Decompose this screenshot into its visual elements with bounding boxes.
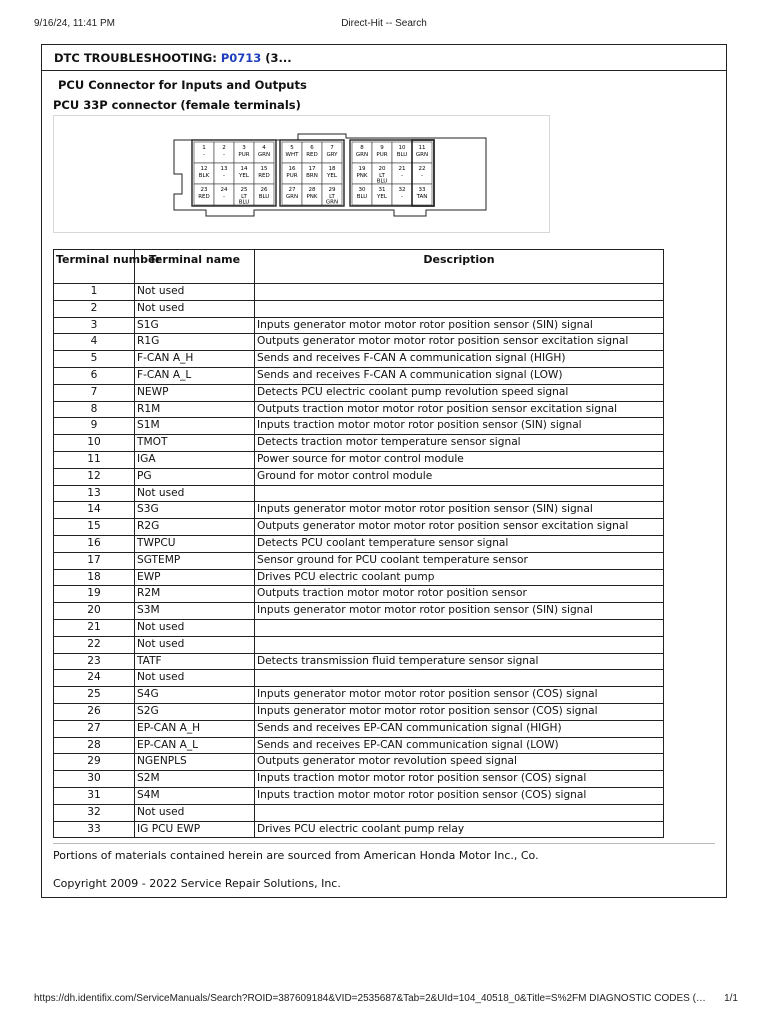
pin-wire-color: BLU [258,194,270,200]
description-cell: Power source for motor control module [255,451,664,468]
pin-wire-color: - [223,194,225,200]
terminal-number-cell: 21 [54,619,135,636]
pin-number: 7 [330,145,334,151]
pin-number: 20 [378,166,386,172]
terminal-number-cell: 32 [54,804,135,821]
terminal-name-cell: TMOT [135,435,255,452]
description-cell [255,636,664,653]
pin-wire-color: LT [329,194,335,200]
pin-wire-color: PNK [306,194,318,200]
table-row [54,317,664,334]
connector-pin [352,142,372,163]
terminal-number-cell: 28 [54,737,135,754]
pin-number: 14 [240,166,248,172]
document-frame [41,44,727,898]
terminal-table [53,249,664,838]
pin-number: 21 [398,166,406,172]
terminal-name-cell: Not used [135,284,255,301]
terminal-number-cell: 12 [54,468,135,485]
connector-pin [322,163,342,184]
dtc-title-bar [42,45,726,71]
print-date: 9/16/24, 11:41 PM [34,18,115,29]
table-row [54,603,664,620]
description-cell: Outputs generator motor revolution speed signal [255,754,664,771]
connector-face-svg [54,116,549,232]
pin-wire-color: GRN [355,152,369,158]
table-row [54,300,664,317]
table-row [54,653,664,670]
table-row [54,771,664,788]
terminal-number-cell: 22 [54,636,135,653]
terminal-name-cell: S2G [135,703,255,720]
terminal-name-cell: EP-CAN A_L [135,737,255,754]
terminal-name-cell: TWPCU [135,535,255,552]
table-row [54,754,664,771]
connector-pin [214,184,234,205]
pin-wire-color: BLU [356,194,368,200]
terminal-name-cell: IG PCU EWP [135,821,255,838]
pin-wire-color: GRN [415,152,429,158]
table-row [54,485,664,502]
header-terminal-number: Terminal number [54,250,135,284]
connector-pin [234,142,254,163]
description-cell: Inputs traction motor motor rotor position sensor (COS) signal [255,771,664,788]
terminal-name-cell: S2M [135,771,255,788]
terminal-number-cell: 23 [54,653,135,670]
terminal-name-cell: Not used [135,300,255,317]
pin-number: 16 [288,166,296,172]
table-row [54,468,664,485]
terminal-number-cell: 14 [54,502,135,519]
description-cell: Sends and receives F-CAN A communication signal (HIGH) [255,351,664,368]
terminal-number-cell: 6 [54,367,135,384]
terminal-number-cell: 10 [54,435,135,452]
table-row [54,435,664,452]
description-cell [255,284,664,301]
pin-number: 3 [242,145,246,151]
connector-pin [302,184,322,205]
pin-wire-color: - [401,173,403,179]
connector-pin [392,142,412,163]
description-cell: Sends and receives F-CAN A communication signal (LOW) [255,367,664,384]
description-cell: Detects PCU coolant temperature sensor signal [255,535,664,552]
terminal-number-cell: 2 [54,300,135,317]
description-cell [255,804,664,821]
terminal-name-cell: S3G [135,502,255,519]
table-row [54,401,664,418]
description-cell [255,300,664,317]
terminal-name-cell: S4G [135,687,255,704]
connector-pin [352,184,372,205]
pin-number: 2 [222,145,226,151]
table-row [54,284,664,301]
connector-pin [194,142,214,163]
connector-pin [372,163,392,185]
terminal-number-cell: 26 [54,703,135,720]
terminal-number-cell: 9 [54,418,135,435]
terminal-number-cell: 17 [54,552,135,569]
table-row [54,519,664,536]
pin-number: 23 [200,187,208,193]
connector-title: PCU 33P connector (female terminals) [53,98,301,112]
pin-wire-color: BLK [198,173,210,179]
connector-pin [254,163,274,184]
terminal-name-cell: R2G [135,519,255,536]
connector-pin [392,163,412,184]
table-row [54,586,664,603]
terminal-name-cell: R2M [135,586,255,603]
pin-number: 11 [418,145,426,151]
pin-wire-color: LT [379,173,385,179]
pin-wire-color: BLU [376,178,388,185]
dtc-code-link[interactable]: P0713 [220,51,262,65]
pin-wire-color: PNK [356,173,368,179]
pin-number: 32 [398,187,406,193]
terminal-name-cell: R1M [135,401,255,418]
connector-pin [412,142,432,163]
description-cell: Detects traction motor temperature sensor signal [255,435,664,452]
print-url: https://dh.identifix.com/ServiceManuals/Search?ROID=387609184&VID=2535687&Tab=2&UId=104_40518_0&Title=S%2FM DIAGNOSTIC CODES (… [34,993,706,1004]
pin-number: 1 [202,145,206,151]
terminal-name-cell: EP-CAN A_H [135,720,255,737]
table-row [54,804,664,821]
connector-pin [412,163,432,184]
terminal-name-cell: EWP [135,569,255,586]
table-row [54,737,664,754]
pin-number: 22 [418,166,426,172]
pin-number: 31 [378,187,386,193]
pin-number: 15 [260,166,268,172]
terminal-name-cell: SGTEMP [135,552,255,569]
pin-wire-color: WHT [285,152,299,158]
pin-number: 5 [290,145,294,151]
terminal-number-cell: 15 [54,519,135,536]
terminal-name-cell: NGENPLS [135,754,255,771]
terminal-number-cell: 13 [54,485,135,502]
pin-wire-color: BRN [306,173,318,179]
terminal-number-cell: 30 [54,771,135,788]
table-row [54,384,664,401]
connector-pin [234,184,254,206]
connector-diagram [53,115,550,233]
pin-number: 17 [308,166,316,172]
connector-pin [282,163,302,184]
description-cell: Detects transmission fluid temperature sensor signal [255,653,664,670]
section-title: PCU Connector for Inputs and Outputs [58,78,307,92]
description-cell: Drives PCU electric coolant pump relay [255,821,664,838]
pin-wire-color: - [401,194,403,200]
connector-pin [194,184,214,205]
connector-pin [322,142,342,163]
table-row [54,787,664,804]
table-row [54,418,664,435]
connector-pin [392,184,412,205]
copyright: Copyright 2009 - 2022 Service Repair Solutions, Inc. [53,877,341,890]
connector-pin [282,184,302,205]
table-row [54,720,664,737]
connector-pin [254,184,274,205]
table-row [54,636,664,653]
table-row [54,451,664,468]
description-cell [255,485,664,502]
connector-pin [214,142,234,163]
connector-pin [412,184,432,205]
connector-pin [322,184,342,206]
pin-wire-color: YEL [377,194,387,200]
terminal-number-cell: 27 [54,720,135,737]
table-row [54,670,664,687]
description-cell: Sensor ground for PCU coolant temperature sensor [255,552,664,569]
connector-pin [282,142,302,163]
dtc-title-suffix: (3... [261,51,292,65]
header-description: Description [255,250,664,284]
pin-wire-color: BLU [396,152,408,158]
table-row [54,821,664,838]
pin-wire-color: PUR [238,152,250,158]
pin-number: 29 [328,187,336,193]
terminal-name-cell: TATF [135,653,255,670]
pin-number: 26 [260,187,268,193]
terminal-name-cell: S4M [135,787,255,804]
terminal-number-cell: 19 [54,586,135,603]
terminal-number-cell: 20 [54,603,135,620]
terminal-name-cell: Not used [135,804,255,821]
description-cell: Inputs generator motor motor rotor position sensor (SIN) signal [255,317,664,334]
terminal-number-cell: 25 [54,687,135,704]
pin-number: 8 [360,145,364,151]
pin-number: 24 [220,187,228,193]
table-row [54,367,664,384]
terminal-name-cell: PG [135,468,255,485]
terminal-name-cell: Not used [135,485,255,502]
description-cell: Ground for motor control module [255,468,664,485]
pin-wire-color: TAN [416,194,428,200]
terminal-number-cell: 1 [54,284,135,301]
table-row [54,502,664,519]
pin-wire-color: - [223,173,225,179]
table-header-row [54,250,664,284]
description-cell: Drives PCU electric coolant pump [255,569,664,586]
pin-number: 30 [358,187,366,193]
pin-wire-color: - [421,173,423,179]
pin-number: 13 [220,166,228,172]
table-row [54,687,664,704]
pin-number: 10 [398,145,406,151]
terminal-name-cell: S1G [135,317,255,334]
terminal-number-cell: 29 [54,754,135,771]
pin-number: 12 [200,166,208,172]
terminal-number-cell: 7 [54,384,135,401]
terminal-name-cell: Not used [135,636,255,653]
table-row [54,351,664,368]
print-footer [34,993,738,1007]
description-cell [255,619,664,636]
pin-number: 25 [240,187,248,193]
dtc-title-prefix: DTC TROUBLESHOOTING: [54,51,221,65]
print-page-title: Direct-Hit -- Search [341,18,427,29]
terminal-number-cell: 31 [54,787,135,804]
description-cell: Outputs traction motor motor rotor position sensor excitation signal [255,401,664,418]
header-terminal-name: Terminal name [135,250,255,284]
description-cell: Sends and receives EP-CAN communication signal (HIGH) [255,720,664,737]
pin-number: 28 [308,187,316,193]
terminal-name-cell: R1G [135,334,255,351]
terminal-number-cell: 16 [54,535,135,552]
description-cell: Inputs generator motor motor rotor position sensor (SIN) signal [255,603,664,620]
description-cell: Sends and receives EP-CAN communication signal (LOW) [255,737,664,754]
terminal-name-cell: NEWP [135,384,255,401]
terminal-name-cell: IGA [135,451,255,468]
pin-wire-color: PUR [286,173,298,179]
print-header [34,18,734,32]
connector-pin [372,142,392,163]
description-cell [255,670,664,687]
pin-wire-color: - [223,152,225,158]
connector-pin [214,163,234,184]
description-cell: Outputs generator motor motor rotor position sensor excitation signal [255,519,664,536]
print-page-number: 1/1 [724,993,738,1004]
description-cell: Inputs traction motor motor rotor position sensor (COS) signal [255,787,664,804]
terminal-name-cell: Not used [135,619,255,636]
connector-pin [302,142,322,163]
terminal-name-cell: S3M [135,603,255,620]
terminal-number-cell: 8 [54,401,135,418]
pin-wire-color: GRN [257,152,271,158]
pin-number: 33 [418,187,426,193]
pin-number: 6 [310,145,314,151]
description-cell: Inputs traction motor motor rotor position sensor (SIN) signal [255,418,664,435]
terminal-name-cell: F-CAN A_L [135,367,255,384]
connector-pin [302,163,322,184]
connector-pin [194,163,214,184]
description-cell: Inputs generator motor motor rotor position sensor (COS) signal [255,703,664,720]
pin-number: 27 [288,187,296,193]
terminal-number-cell: 4 [54,334,135,351]
pin-wire-color: GRN [285,194,299,200]
pin-wire-color: YEL [327,173,337,179]
connector-pin [234,163,254,184]
terminal-number-cell: 18 [54,569,135,586]
pin-wire-color: GRN [325,199,339,206]
terminal-number-cell: 11 [54,451,135,468]
pin-wire-color: YEL [239,173,249,179]
terminal-number-cell: 3 [54,317,135,334]
description-cell: Outputs generator motor motor rotor position sensor excitation signal [255,334,664,351]
description-cell: Inputs generator motor motor rotor position sensor (COS) signal [255,687,664,704]
description-cell: Outputs traction motor motor rotor position sensor [255,586,664,603]
pin-wire-color: PUR [376,152,388,158]
pin-wire-color: RED [306,152,318,158]
table-row [54,535,664,552]
pin-wire-color: LT [241,194,247,200]
pin-number: 4 [262,145,266,151]
description-cell: Inputs generator motor motor rotor position sensor (SIN) signal [255,502,664,519]
connector-pin [372,184,392,205]
pin-wire-color: GRY [326,152,338,158]
pin-wire-color: RED [258,173,270,179]
terminal-name-cell: Not used [135,670,255,687]
terminal-number-cell: 5 [54,351,135,368]
terminal-name-cell: S1M [135,418,255,435]
table-row [54,703,664,720]
pin-number: 19 [358,166,366,172]
table-row [54,569,664,586]
pin-number: 18 [328,166,336,172]
terminal-number-cell: 24 [54,670,135,687]
connector-pin [254,142,274,163]
terminal-name-cell: F-CAN A_H [135,351,255,368]
connector-pin [352,163,372,184]
footer-divider [53,843,715,844]
pin-wire-color: BLU [238,199,250,206]
source-note: Portions of materials contained herein are sourced from American Honda Motor Inc., Co. [53,849,539,862]
description-cell: Detects PCU electric coolant pump revolution speed signal [255,384,664,401]
table-row [54,334,664,351]
terminal-number-cell: 33 [54,821,135,838]
pin-number: 9 [380,145,384,151]
pin-wire-color: - [203,152,205,158]
table-row [54,619,664,636]
pin-wire-color: RED [198,194,210,200]
table-row [54,552,664,569]
